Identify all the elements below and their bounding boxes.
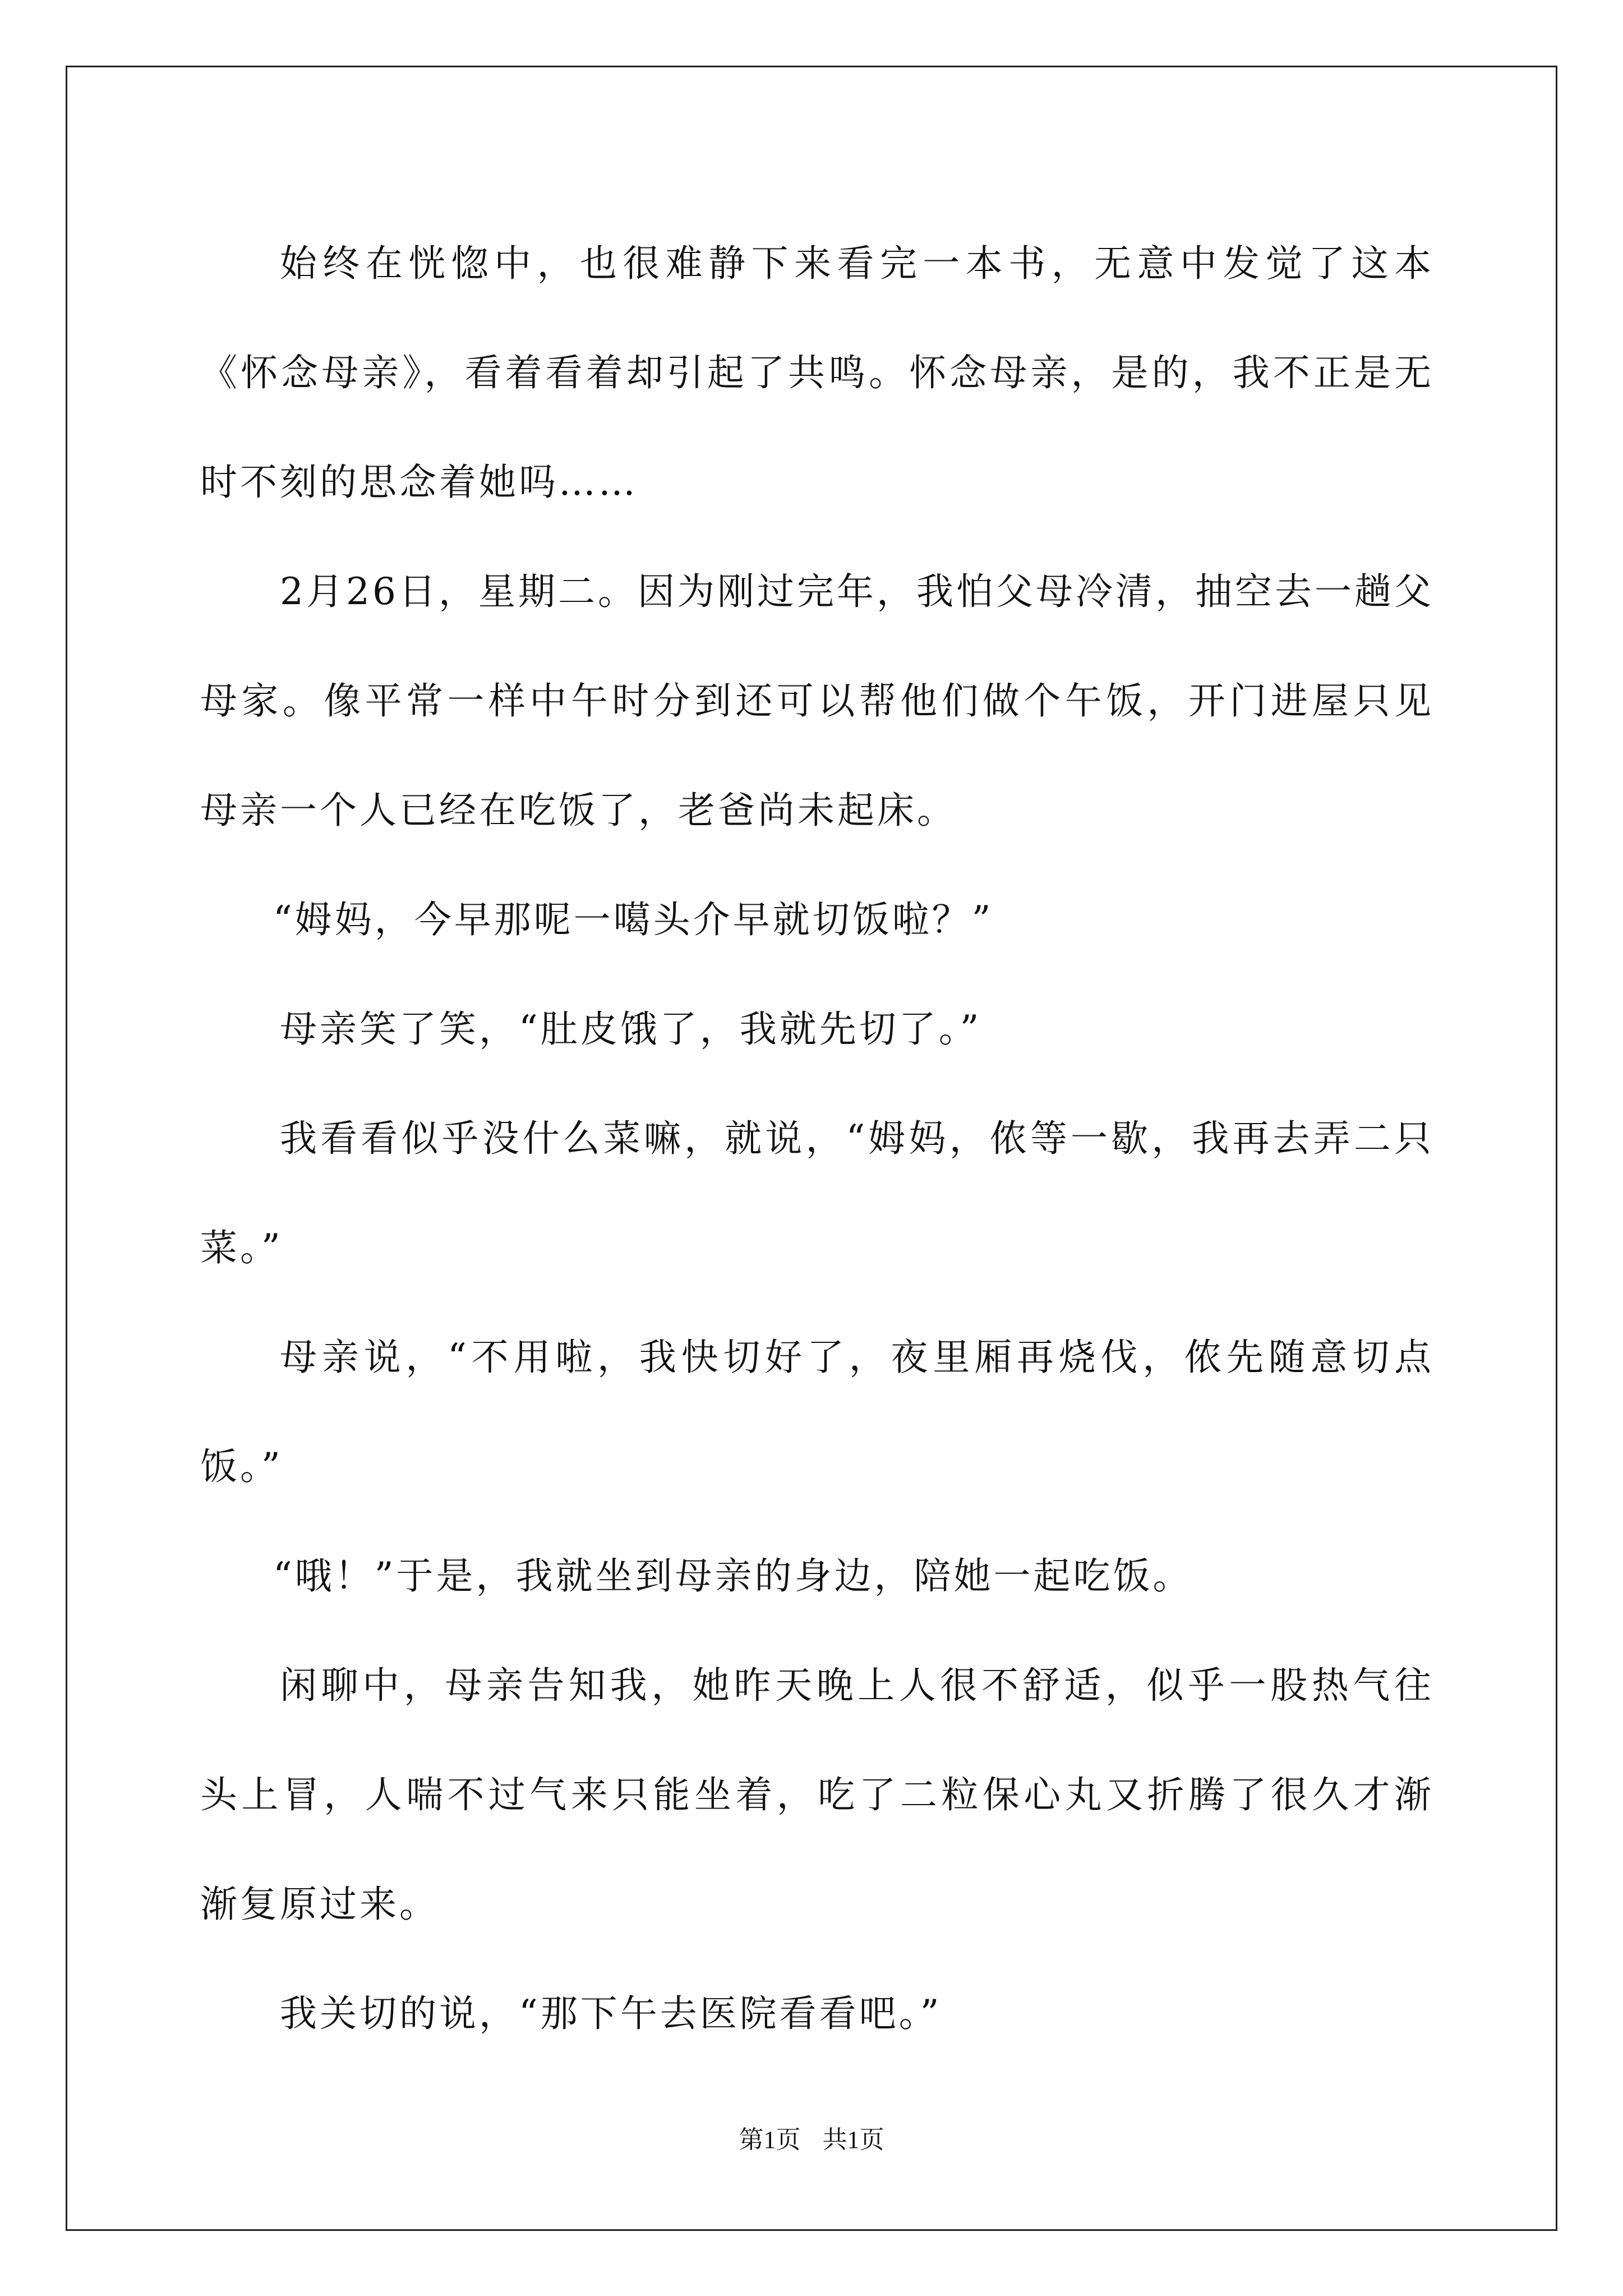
paragraph-7: “哦！”于是，我就坐到母亲的身边，陪她一起吃饭。 bbox=[273, 1554, 1193, 1598]
page-footer bbox=[0, 2119, 1623, 2155]
paragraph-4: 母亲笑了笑，“肚皮饿了，我就先切了。” bbox=[280, 1007, 982, 1051]
paragraph-2: 2月26日，星期二。因为刚过完年，我怕父母冷清，抽空去一趟父母家。像平常一样中午时分到还可以帮他们做个午饭，开门进屋只见母亲一个人已经在吃饭了，老爸尚未起床。 bbox=[200, 570, 1434, 832]
paragraph-3: “姆妈，今早那呢一噶头介早就切饭啦？” bbox=[273, 898, 994, 941]
paragraph-9: 我关切的说，“那下午去医院看看吧。” bbox=[280, 1992, 942, 2035]
paragraph-6: 母亲说，“不用啦，我快切好了，夜里厢再烧伐，侬先随意切点饭。” bbox=[200, 1336, 1434, 1488]
paragraph-5: 我看看似乎没什么菜嘛，就说，“姆妈，侬等一歇，我再去弄二只菜。” bbox=[200, 1117, 1434, 1269]
page-total: 共1页 bbox=[822, 2126, 884, 2154]
paragraph-8: 闲聊中，母亲告知我，她昨天晚上人很不舒适，似乎一股热气往头上冒，人喘不过气来只能坐着，吃了二粒保心丸又折腾了很久才渐渐复原过来。 bbox=[200, 1664, 1434, 1926]
paragraph-1: 始终在恍惚中，也很难静下来看完一本书，无意中发觉了这本《怀念母亲》，看着看着却引起了共鸣。怀念母亲，是的，我不正是无时不刻的思念着她吗…… bbox=[200, 242, 1434, 504]
document-body bbox=[200, 209, 1434, 2068]
page-number: 第1页 bbox=[739, 2126, 801, 2154]
